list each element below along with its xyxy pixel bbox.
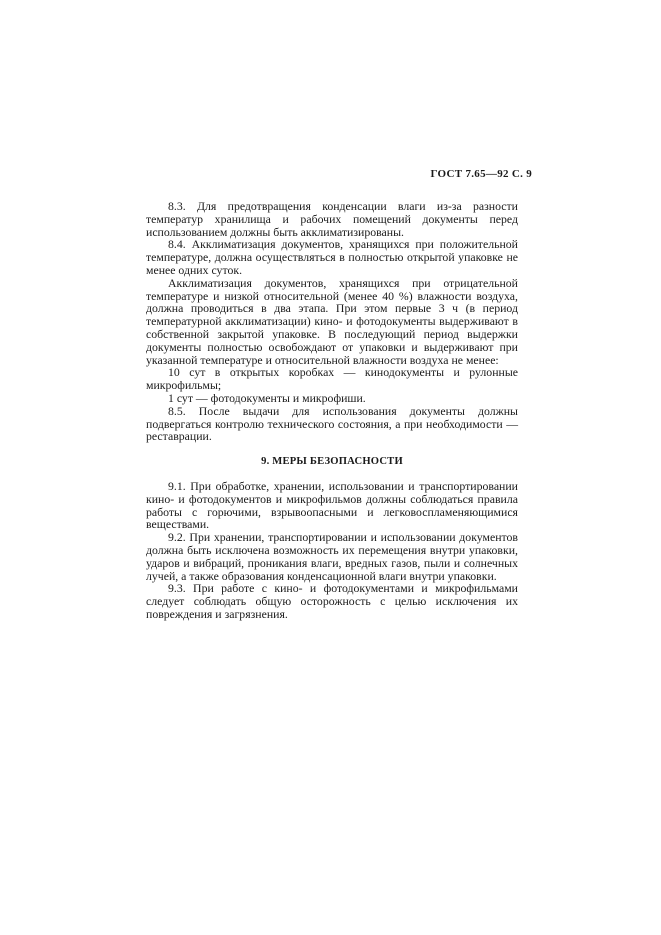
page-header-gost-ref: ГОСТ 7.65—92 С. 9 bbox=[430, 168, 532, 180]
list-item-10-days: 10 сут в открытых коробках — кинодокументы и рулонные микрофильмы; bbox=[146, 365, 518, 393]
paragraph-9-3: 9.3. При работе с кино- и фотодокументами и микрофильмами следует соблюдать общую осторожность с целью исключения их повреждения и загрязнения. bbox=[146, 581, 518, 621]
paragraph-8-3: 8.3. Для предотвращения конденсации влаги из-за разности температур хранилища и рабочих помещений документы перед использованием должны быть акклиматизированы. bbox=[146, 199, 518, 239]
paragraph-acclimatization-negative-temp: Акклиматизация документов, хранящихся при отрицательной температуре и низкой относительной (менее 40 %) влажности воздуха, должна проводиться в два этапа. При этом первые 3 ч (в период температурной акклиматизации) кино- и фотодокументы выдерживают в собственной закрытой упаковке. В последующий период выдержки документы полностью освобождают от упаковки и выдерживают при указанной температуре и относительной влажности воздуха не менее: bbox=[146, 275, 518, 367]
list-item-1-day: 1 сут — фотодокументы и микрофиши. bbox=[168, 390, 366, 405]
paragraph-9-1: 9.1. При обработке, хранении, использовании и транспортировании кино- и фотодокументов и микрофильмов должны соблюдаться правила работы с горючими, взрывоопасными и легковоспламеняющимися веществами. bbox=[146, 478, 518, 532]
document-body bbox=[146, 200, 518, 621]
paragraph-8-4: 8.4. Акклиматизация документов, хранящихся при положительной температуре, должна осуществляться в полностью открытой упаковке не менее одних суток. bbox=[146, 237, 518, 277]
paragraph-9-2: 9.2. При хранении, транспортировании и использовании документов должна быть исключена возможность их перемещения внутри упаковки, ударов и вибраций, проникания влаги, вредных газов, пыли и солнечных лучей, а также образования конденсационной влаги внутри упаковки. bbox=[146, 530, 518, 583]
paragraph-8-5: 8.5. После выдачи для использования документы должны подвергаться контролю технического состояния, а при необходимости — реставрации. bbox=[146, 403, 518, 444]
section-heading-9: 9. МЕРЫ БЕЗОПАСНОСТИ bbox=[261, 456, 403, 468]
